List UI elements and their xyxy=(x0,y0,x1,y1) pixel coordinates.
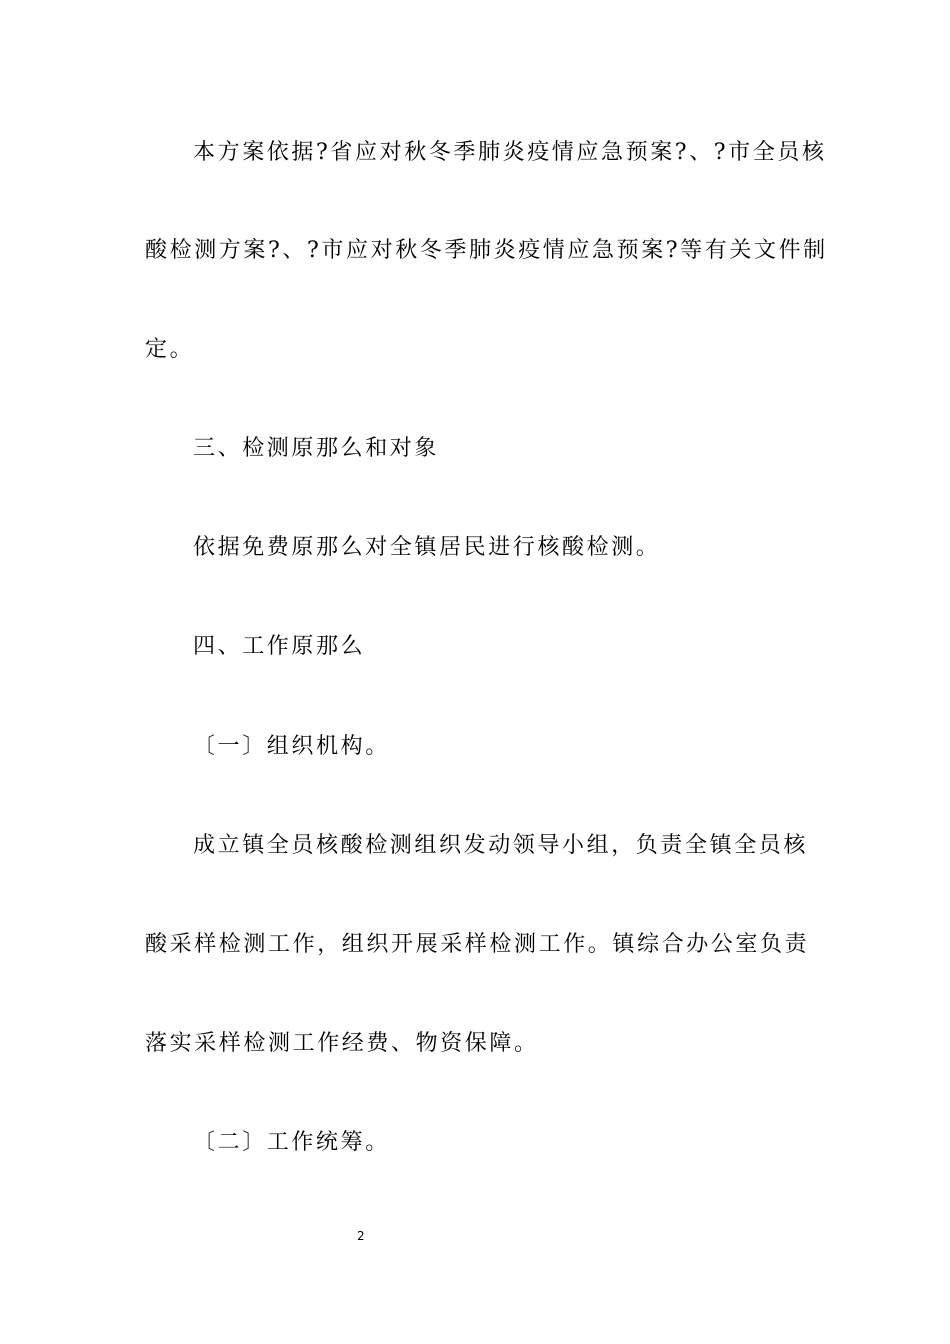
paragraph-basis-line-3: 定。 xyxy=(145,337,195,362)
paragraph-organization-line-3: 落实采样检测工作经费、物资保障。 xyxy=(145,1031,539,1056)
paragraph-basis-line-1: 本方案依据?省应对秋冬季肺炎疫情应急预案?、?市全员核 xyxy=(193,140,827,165)
paragraph-organization-line-1: 成立镇全员核酸检测组织发动领导小组，负责全镇全员核 xyxy=(193,833,809,858)
subsection-heading-coordination: 〔二〕工作统筹。 xyxy=(193,1130,390,1155)
paragraph-testing-principle: 依据免费原那么对全镇居民进行核酸检测。 xyxy=(193,535,661,560)
page-number: 2 xyxy=(357,1229,365,1243)
subsection-heading-organization: 〔一〕组织机构。 xyxy=(193,734,390,759)
section-heading-three: 三、检测原那么和对象 xyxy=(193,436,440,461)
section-heading-four: 四、工作原那么 xyxy=(193,634,366,659)
paragraph-basis-line-2: 酸检测方案?、?市应对秋冬季肺炎疫情应急预案?等有关文件制 xyxy=(145,238,828,263)
paragraph-organization-line-2: 酸采样检测工作，组织开展采样检测工作。镇综合办公室负责 xyxy=(145,932,810,957)
